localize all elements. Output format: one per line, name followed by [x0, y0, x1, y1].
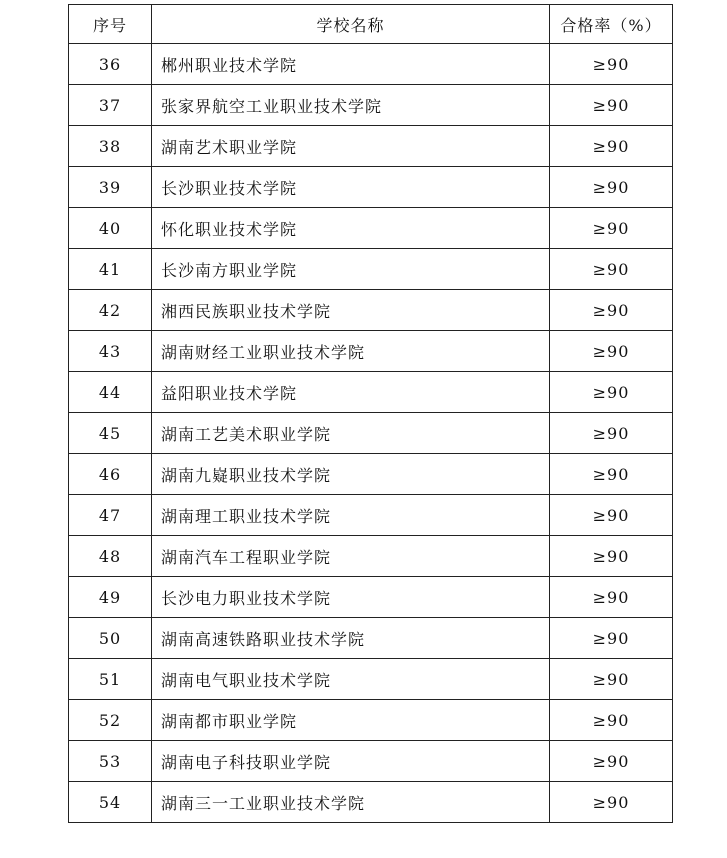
- table-row: [69, 413, 673, 454]
- cell-serial-number: 38: [69, 126, 152, 167]
- table-row: [69, 331, 673, 372]
- cell-school-name: 湖南汽车工程职业学院: [152, 536, 550, 577]
- cell-school-name: 湖南高速铁路职业技术学院: [152, 618, 550, 659]
- cell-school-name: 长沙南方职业学院: [152, 249, 550, 290]
- cell-school-name: 湖南财经工业职业技术学院: [152, 331, 550, 372]
- cell-school-name: 湖南理工职业技术学院: [152, 495, 550, 536]
- cell-serial-number: 45: [69, 413, 152, 454]
- cell-pass-rate: ≥90: [550, 167, 673, 208]
- cell-serial-number: 41: [69, 249, 152, 290]
- cell-school-name: 怀化职业技术学院: [152, 208, 550, 249]
- table-row: [69, 741, 673, 782]
- cell-serial-number: 36: [69, 44, 152, 85]
- cell-pass-rate: ≥90: [550, 208, 673, 249]
- cell-pass-rate: ≥90: [550, 700, 673, 741]
- cell-pass-rate: ≥90: [550, 741, 673, 782]
- cell-serial-number: 47: [69, 495, 152, 536]
- cell-pass-rate: ≥90: [550, 413, 673, 454]
- cell-serial-number: 51: [69, 659, 152, 700]
- cell-school-name: 湖南都市职业学院: [152, 700, 550, 741]
- cell-pass-rate: ≥90: [550, 454, 673, 495]
- cell-serial-number: 49: [69, 577, 152, 618]
- cell-school-name: 益阳职业技术学院: [152, 372, 550, 413]
- cell-school-name: 湖南艺术职业学院: [152, 126, 550, 167]
- cell-serial-number: 50: [69, 618, 152, 659]
- cell-school-name: 湖南九嶷职业技术学院: [152, 454, 550, 495]
- table-row: [69, 700, 673, 741]
- table-row: [69, 290, 673, 331]
- header-pass-rate: 合格率（%）: [550, 5, 673, 44]
- cell-school-name: 湖南工艺美术职业学院: [152, 413, 550, 454]
- table-row: [69, 495, 673, 536]
- table-row: [69, 782, 673, 823]
- cell-school-name: 湘西民族职业技术学院: [152, 290, 550, 331]
- cell-pass-rate: ≥90: [550, 577, 673, 618]
- table-row: [69, 85, 673, 126]
- cell-serial-number: 44: [69, 372, 152, 413]
- cell-serial-number: 43: [69, 331, 152, 372]
- header-serial-number: 序号: [69, 5, 152, 44]
- cell-school-name: 郴州职业技术学院: [152, 44, 550, 85]
- cell-serial-number: 42: [69, 290, 152, 331]
- cell-school-name: 张家界航空工业职业技术学院: [152, 85, 550, 126]
- school-pass-rate-table: [68, 4, 673, 823]
- cell-pass-rate: ≥90: [550, 495, 673, 536]
- cell-pass-rate: ≥90: [550, 536, 673, 577]
- table-row: [69, 249, 673, 290]
- table-row: [69, 167, 673, 208]
- cell-pass-rate: ≥90: [550, 331, 673, 372]
- cell-serial-number: 40: [69, 208, 152, 249]
- table-row: [69, 536, 673, 577]
- cell-serial-number: 53: [69, 741, 152, 782]
- cell-pass-rate: ≥90: [550, 85, 673, 126]
- table-body: [69, 44, 673, 823]
- cell-school-name: 长沙电力职业技术学院: [152, 577, 550, 618]
- cell-pass-rate: ≥90: [550, 782, 673, 823]
- cell-school-name: 长沙职业技术学院: [152, 167, 550, 208]
- cell-serial-number: 37: [69, 85, 152, 126]
- cell-pass-rate: ≥90: [550, 290, 673, 331]
- cell-school-name: 湖南电气职业技术学院: [152, 659, 550, 700]
- cell-school-name: 湖南电子科技职业学院: [152, 741, 550, 782]
- cell-pass-rate: ≥90: [550, 372, 673, 413]
- header-row: [69, 5, 673, 44]
- table-row: [69, 577, 673, 618]
- table-row: [69, 659, 673, 700]
- table-row: [69, 454, 673, 495]
- cell-pass-rate: ≥90: [550, 44, 673, 85]
- table-header: [69, 5, 673, 44]
- table-row: [69, 126, 673, 167]
- table-row: [69, 372, 673, 413]
- cell-school-name: 湖南三一工业职业技术学院: [152, 782, 550, 823]
- cell-pass-rate: ≥90: [550, 126, 673, 167]
- table-row: [69, 618, 673, 659]
- cell-serial-number: 39: [69, 167, 152, 208]
- cell-pass-rate: ≥90: [550, 618, 673, 659]
- table-row: [69, 208, 673, 249]
- cell-serial-number: 52: [69, 700, 152, 741]
- cell-serial-number: 54: [69, 782, 152, 823]
- cell-serial-number: 46: [69, 454, 152, 495]
- table-row: [69, 44, 673, 85]
- cell-pass-rate: ≥90: [550, 249, 673, 290]
- cell-pass-rate: ≥90: [550, 659, 673, 700]
- cell-serial-number: 48: [69, 536, 152, 577]
- header-school-name: 学校名称: [152, 5, 550, 44]
